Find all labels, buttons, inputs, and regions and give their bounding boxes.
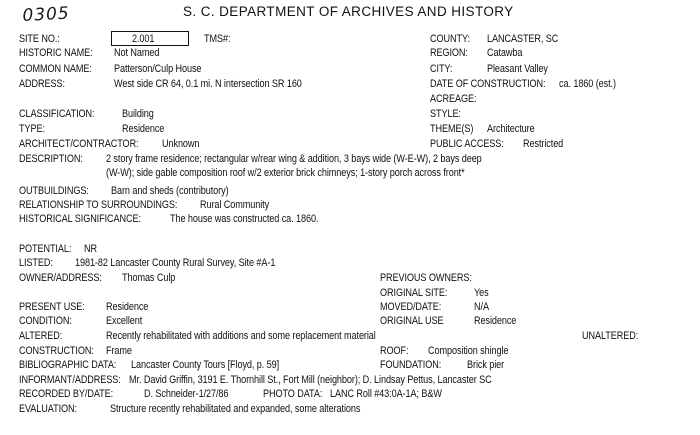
acreage-label: ACREAGE: <box>430 93 477 105</box>
construction-value: Frame <box>106 345 132 357</box>
description-line-2: (W-W); side gable composition roof w/2 exterior brick chimneys; 1-story porch across front* <box>106 167 465 179</box>
bibliographic-data-label: BIBLIOGRAPHIC DATA: <box>19 359 117 371</box>
moved-date-value: N/A <box>474 301 489 313</box>
address-value: West side CR 64, 0.1 mi. N intersection SR 160 <box>114 78 302 90</box>
original-site-label: ORIGINAL SITE: <box>380 287 448 299</box>
themes-label: THEME(S) <box>430 123 474 135</box>
historic-name-value: Not Named <box>114 47 160 59</box>
informant-label: INFORMANT/ADDRESS: <box>19 374 121 386</box>
recorded-by-label: RECORDED BY/DATE: <box>19 388 114 400</box>
outbuildings-label: OUTBUILDINGS: <box>19 185 89 197</box>
classification-label: CLASSIFICATION: <box>19 108 95 120</box>
common-name-value: Patterson/Culp House <box>114 63 202 75</box>
page-title: S. C. DEPARTMENT OF ARCHIVES AND HISTORY <box>183 4 514 19</box>
roof-value: Composition shingle <box>428 345 509 357</box>
unaltered-label: UNALTERED: <box>582 330 639 342</box>
outbuildings-value: Barn and sheds (contributory) <box>111 185 229 197</box>
construction-label: CONSTRUCTION: <box>19 345 94 357</box>
potential-label: POTENTIAL: <box>19 243 72 255</box>
site-no-label: SITE NO.: <box>19 33 60 45</box>
region-value: Catawba <box>487 47 523 59</box>
city-label: CITY: <box>430 63 453 75</box>
site-no-value: 2.001 <box>132 33 155 45</box>
county-value: LANCASTER, SC <box>487 33 559 45</box>
description-line-1: 2 story frame residence; rectangular w/rear wing & addition, 3 bays wide (W-E-W), 2 bays deep <box>106 153 482 165</box>
county-label: COUNTY: <box>430 33 470 45</box>
roof-label: ROOF: <box>380 345 409 357</box>
original-use-value: Residence <box>474 315 517 327</box>
handwritten-form-number: 0305 <box>22 3 71 26</box>
type-label: TYPE: <box>19 123 45 135</box>
city-value: Pleasant Valley <box>487 63 548 75</box>
address-label: ADDRESS: <box>19 78 65 90</box>
region-label: REGION: <box>430 47 468 59</box>
historic-name-label: HISTORIC NAME: <box>19 47 93 59</box>
public-access-value: Restricted <box>523 138 564 150</box>
significance-label: HISTORICAL SIGNIFICANCE: <box>19 213 141 225</box>
moved-date-label: MOVED/DATE: <box>380 301 442 313</box>
informant-value: Mr. David Griffin, 3191 E. Thornhill St., Fort Mill (neighbor); D. Lindsay Pettus, Lancaster SC <box>129 374 492 386</box>
relationship-value: Rural Community <box>200 199 270 211</box>
date-of-construction-value: ca. 1860 (est.) <box>559 78 616 90</box>
common-name-label: COMMON NAME: <box>19 63 92 75</box>
evaluation-label: EVALUATION: <box>19 403 77 415</box>
recorded-by-value: D. Schneider-1/27/86 <box>144 388 229 400</box>
themes-value: Architecture <box>487 123 535 135</box>
previous-owners-label: PREVIOUS OWNERS: <box>380 272 472 284</box>
significance-value: The house was constructed ca. 1860. <box>170 213 319 225</box>
architect-label: ARCHITECT/CONTRACTOR: <box>19 138 139 150</box>
owner-label: OWNER/ADDRESS: <box>19 272 102 284</box>
tms-label: TMS#: <box>204 33 231 45</box>
altered-value: Recently rehabilitated with additions and some replacement material <box>106 330 376 342</box>
condition-label: CONDITION: <box>19 315 72 327</box>
listed-value: 1981-82 Lancaster County Rural Survey, Site #A-1 <box>75 257 276 269</box>
evaluation-value: Structure recently rehabilitated and expanded, some alterations <box>110 403 361 415</box>
condition-value: Excellent <box>106 315 143 327</box>
relationship-label: RELATIONSHIP TO SURROUNDINGS: <box>19 199 178 211</box>
present-use-value: Residence <box>106 301 149 313</box>
bibliographic-data-value: Lancaster County Tours [Floyd, p. 59] <box>131 359 280 371</box>
altered-label: ALTERED: <box>19 330 63 342</box>
listed-label: LISTED: <box>19 257 53 269</box>
classification-value: Building <box>122 108 154 120</box>
present-use-label: PRESENT USE: <box>19 301 85 313</box>
foundation-value: Brick pier <box>467 359 505 371</box>
potential-value: NR <box>84 243 97 255</box>
foundation-label: FOUNDATION: <box>380 359 442 371</box>
style-label: STYLE: <box>430 108 461 120</box>
owner-value: Thomas Culp <box>122 272 176 284</box>
architect-value: Unknown <box>162 138 200 150</box>
date-of-construction-label: DATE OF CONSTRUCTION: <box>430 78 546 90</box>
public-access-label: PUBLIC ACCESS: <box>430 138 504 150</box>
photo-data-value: LANC Roll #43:0A-1A; B&W <box>330 388 442 400</box>
photo-data-label: PHOTO DATA: <box>263 388 323 400</box>
original-use-label: ORIGINAL USE <box>380 315 444 327</box>
type-value: Residence <box>122 123 165 135</box>
original-site-value: Yes <box>474 287 489 299</box>
description-label: DESCRIPTION: <box>19 153 83 165</box>
